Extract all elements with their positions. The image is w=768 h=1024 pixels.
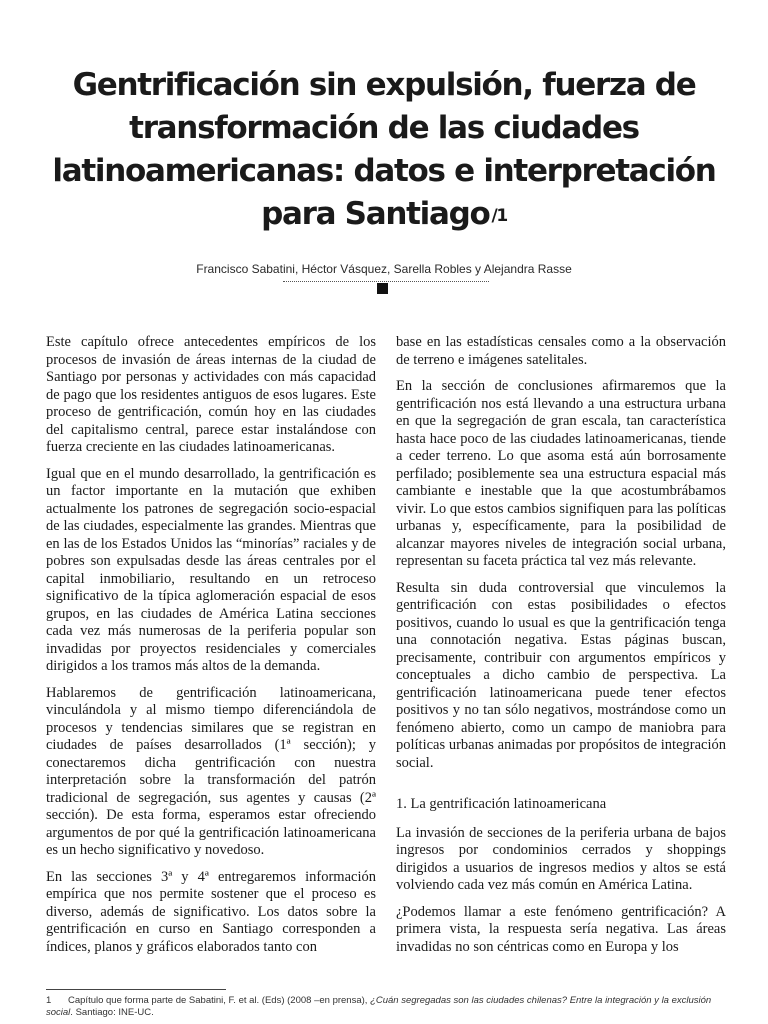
author-list: Francisco Sabatini, Héctor Vásquez, Sarella Robles y Alejandra Rasse — [196, 262, 572, 276]
paragraph: ¿Podemos llamar a este fenómeno gentrificación? A primera vista, la respuesta sería negativa. Las áreas invadidas no son céntricas como en Europa y los — [396, 903, 726, 955]
paragraph: Este capítulo ofrece antecedentes empíricos de los procesos de invasión de áreas internas de la ciudad de Santiago por personas y actividades con más capacidad de pago que los residentes antiguos de esos lugares. Este proceso de gentrificación, común hoy en las ciudades del capitalismo central, parece estar instalándose con fuerza creciente en las ciudades latinoamericanas. — [46, 334, 376, 455]
paragraph: En la sección de conclusiones afirmaremos que la gentrificación nos está llevando a una estructura urbana en que la segregación de gran escala, tan característica hasta hace poco de las ciudades latinoamericanas, tiende a ceder terreno. Lo que asoma está aún borrosamente perfilado; posiblemente sea una estructura espacial más cambiante e inestable que la que acostumbrábamos vivir. Lo que estos cambios signifiquen para las políticas urbanas y, específicamente, para la posibilidad de alcanzar mayores niveles de integración social urbana, representan su faceta práctica tal vez más relevante. — [396, 378, 726, 569]
paragraph: Resulta sin duda controversial que vinculemos la gentrificación con estas posibilidades o efectos positivos, cuando lo usual es que la gentrificación tenga una connotación negativa. Estas páginas buscan, precisamente, contribuir con argumentos empíricos y conceptuales a dicho cambio de perspectiva. La gentrificación latinoamericana puede tener efectos positivos y no tan sólo negativos, mostrándose como un fenómeno abierto, como un campo de maniobra para políticas urbanas animadas por propósitos de integración social. — [396, 579, 726, 771]
footnote-text-b: . Santiago: INE-UC. — [70, 1007, 154, 1018]
title-footnote-ref: /1 — [491, 206, 507, 226]
paragraph: base en las estadísticas censales como a la observación de terreno e imágenes satelitales. — [396, 334, 726, 368]
footnote-book-title: ¿Cuán segregadas son las ciudades chilenas? Entre la integración y la exclusión social — [46, 995, 712, 1018]
footnote-rule — [46, 989, 226, 990]
dotted-divider — [283, 281, 489, 282]
paragraph: En las secciones 3ª y 4ª entregaremos información empírica que nos permite sostener que el proceso es diverso, además de significativo. Los datos sobre la gentrificación en curso en Santiago corresponden a índices, planos y gráficos elaborados tanto con — [46, 868, 376, 955]
article-title — [30, 64, 738, 236]
footnote — [46, 995, 726, 1019]
section-marker-square — [377, 283, 388, 294]
right-column — [396, 334, 726, 965]
footnote-number: 1 — [46, 995, 52, 1006]
left-column — [46, 334, 376, 965]
article-title-text: Gentrificación sin expulsión, fuerza de transformación de las ciudades latinoamericanas: datos e interpretación para Santiago — [52, 67, 716, 232]
paragraph: Igual que en el mundo desarrollado, la gentrificación es un factor importante en la mutación que exhiben actualmente los patrones de segregación socio-espacial de las ciudades, especialmente las grandes. Mientras que en las de los Estados Unidos las “minorías” raciales y de pobres son expulsadas desde las áreas centrales por el capital inmobiliario, resultando en un retroceso significativo de la típica aglomeración espacial de esos grupos, en las ciudades de América Latina secciones cada vez más numerosas de la periferia popular son invadidas por proyectos residenciales y comerciales dirigidos a los tramos más altos de la demanda. — [46, 465, 376, 674]
paragraph: La invasión de secciones de la periferia urbana de bajos ingresos por condominios cerrados y shoppings dirigidos a usuarios de ingresos medios y altos se está volviendo cada vez más común en América Latina. — [396, 824, 726, 893]
paragraph: Hablaremos de gentrificación latinoamericana, vinculándola y al mismo tiempo diferenciándola de procesos y tendencias similares que se registran en ciudades de países desarrollados (1ª sección); y conectaremos dicha gentrificación con nuestra interpretación sobre la transformación del patrón tradicional de segregación, sus agentes y causas (2ª sección). De esta forma, esperamos estar ofreciendo argumentos de por qué la gentrificación latinoamericana es un hecho significativo y novedoso. — [46, 684, 376, 858]
footnote-text-a: Capítulo que forma parte de Sabatini, F. et al. (Eds) (2008 –en prensa), — [68, 995, 371, 1006]
section-heading: 1. La gentrificación latinoamericana — [396, 796, 607, 812]
